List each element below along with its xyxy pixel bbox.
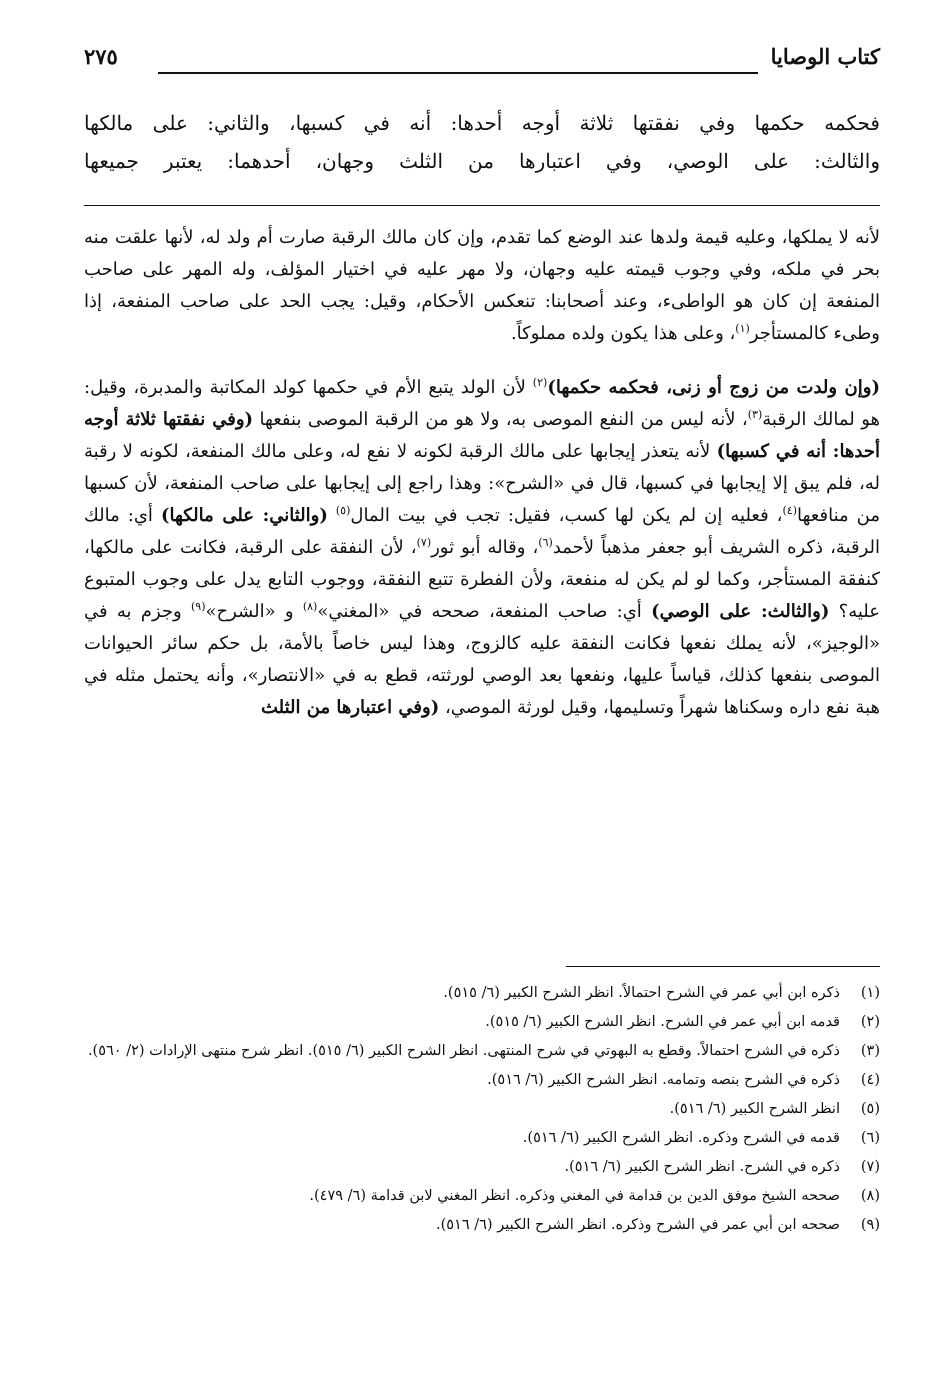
footnote-number: (٣): [860, 1043, 880, 1059]
footnote-ref: (٤): [782, 504, 798, 517]
page-number: ٢٧٥: [84, 44, 118, 69]
matn-quote: (والثالث: على الوصي): [651, 601, 830, 622]
running-header: [84, 44, 880, 82]
footnote-text: صححه الشيخ موفق الدين بن قدامة في المغني وذكره. انظر المغني لابن قدامة (٦/ ٤٧٩).: [309, 1188, 840, 1204]
footnote-number: (٤): [860, 1072, 880, 1088]
footnote-text: ذكره ابن أبي عمر في الشرح احتمالاً. انظر الشرح الكبير (٦/ ٥١٥).: [443, 985, 840, 1001]
footnote-number: (٧): [860, 1159, 880, 1175]
footnote-ref: (٣): [747, 408, 763, 421]
footnote-ref: (٨): [302, 600, 318, 613]
footnote: [70, 1096, 880, 1123]
footnote-ref: (٧): [416, 536, 432, 549]
footnote-divider: [566, 966, 880, 967]
commentary-body: [84, 222, 880, 724]
footnote: [70, 1154, 880, 1181]
footnote-text: قدمه ابن أبي عمر في الشرح. انظر الشرح الكبير (٦/ ٥١٥).: [485, 1014, 840, 1030]
matn-divider: [84, 205, 880, 206]
footnote-ref: (٦): [538, 536, 553, 549]
footnote: [70, 1038, 880, 1065]
footnote-number: (١): [860, 985, 880, 1001]
footnote-text: ذكره في الشرح بنصه وتمامه. انظر الشرح الكبير (٦/ ٥١٦).: [487, 1072, 840, 1088]
footnote: [70, 980, 880, 1007]
matn-text: [84, 104, 880, 180]
matn-line: والثالث: على الوصي، وفي اعتبارها من الثلث وجهان، أحدهما: يعتبر جميعها: [84, 149, 880, 173]
footnote-number: (٢): [860, 1014, 880, 1030]
footnote-text: انظر الشرح الكبير (٦/ ٥١٦).: [669, 1101, 840, 1117]
footnote-text: ذكره في الشرح. انظر الشرح الكبير (٦/ ٥١٦).: [564, 1159, 840, 1175]
chapter-title: كتاب الوصايا: [770, 44, 880, 69]
matn-line: فحكمه حكمها وفي نفقتها ثلاثة أوجه أحدها: أنه في كسبها، والثاني: على مالكها: [84, 111, 880, 135]
footnotes-section: [70, 980, 880, 1241]
matn-quote: (وفي اعتبارها من الثلث: [260, 697, 440, 718]
footnote-number: (٩): [860, 1217, 880, 1233]
footnote-ref: (٢): [532, 376, 548, 389]
footnote-text: صححه ابن أبي عمر في الشرح وذكره. انظر الشرح الكبير (٦/ ٥١٦).: [435, 1217, 840, 1233]
footnote: [70, 1183, 880, 1210]
footnote-text: ذكره في الشرح احتمالاً. وقطع به البهوتي في شرح المنتهى. انظر الشرح الكبير (٦/ ٥١٥). انظر شرح منتهى الإرادات (٢/ ٥٦٠).: [87, 1043, 840, 1059]
footnote: [70, 1009, 880, 1036]
header-rule: [158, 72, 758, 74]
footnote-text: قدمه في الشرح وذكره. انظر الشرح الكبير (٦/ ٥١٦).: [522, 1130, 840, 1146]
footnote-ref: (١): [735, 322, 750, 335]
footnote-ref: (٩): [190, 600, 206, 613]
paragraph: لأنه لا يملكها، وعليه قيمة ولدها عند الوضع كما تقدم، وإن كان مالك الرقبة صارت أم ولد له، لأنها علقت منه بحر في ملكه، وفي وجوب قيمته عليه وجهان، ولا مهر عليه في اختيار المؤلف، وله المهر على صاحب المنفعة إن كان هو الواطىء، وعند أصحابنا: تنعكس الأحكام، وقيل: يجب الحد على صاحب المنفعة، إذا وطىء كالمستأجر$^{(١)}$، وعلى هذا يكون ولده مملوكاً.: [84, 227, 880, 344]
paragraph: (وإن ولدت من زوج أو زنى، فحكمه حكمها)$^{(٢)}$ لأن الولد يتبع الأم في حكمها كولد المكاتبة والمدبرة، وقيل: هو لمالك الرقبة$^{(٣)}$، لأنه ليس من النفع الموصى به، ولا هو من الرقبة الموصى بنفعها (وفي نفقتها ثلاثة أوجه أحدها: أنه في كسبها) لأنه يتعذر إيجابها على مالك الرقبة لكونه لا نفع له، وعلى مالك المنفعة، لكونه لا رقبة له، فلم يبق إلا إيجابها في كسبها، قال في «الشرح»: وهذا راجع إلى إيجابها على صاحب المنفعة، لأن كسبها من منافعها$^{(٤)}$، فعليه إن لم يكن لها كسب، فقيل: تجب في بيت المال$^{(٥)}$ (والثاني: على مالكها) أي: مالك الرقبة، ذكره الشريف أبو جعفر مذهباً لأحمد$^{(٦)}$، وقاله أبو ثور$^{(٧)}$، لأن النفقة على الرقبة، فكانت على مالكها، كنفقة المستأجر، وكما لو لم يكن له منفعة، ولأن الفطرة تتبع النفقة، ووجوب التابع يدل على وجوب المتبوع عليه؟ (والثالث: على الوصي) أي: صاحب المنفعة، صححه في «المغني»$^{(٨)}$ و «الشرح»$^{(٩)}$ وجزم به في «الوجيز»، لأنه يملك نفعها فكانت النفقة عليه كالزوج، وهذا ليس خاصاً بالأمة، بل حكم سائر الحيوانات الموصى بنفعها كذلك، قياساً عليها، ونفعها بعد الوصي لورثته، قطع به في «الانتصار»، وأنه يحتمل مثله في هبة نفع داره وسكناها شهراً وتسليمها، وقيل لورثة الموصي، (وفي اعتبارها من الثلث: [84, 376, 881, 718]
footnote-number: (٨): [860, 1188, 880, 1204]
matn-quote: (والثاني: على مالكها): [160, 505, 328, 526]
footnote: [70, 1067, 880, 1094]
footnote-number: (٦): [860, 1130, 880, 1146]
matn-quote: (وفي نفقتها ثلاثة أوجه أحدها: أنه في كسبها): [84, 409, 880, 462]
footnote-ref: (٥): [335, 504, 351, 517]
matn-quote: (وإن ولدت من زوج أو زنى، فحكمه حكمها): [547, 377, 880, 398]
footnote-number: (٥): [860, 1101, 880, 1117]
footnote: [70, 1212, 880, 1239]
paragraph-gap: [84, 350, 880, 372]
footnote: [70, 1125, 880, 1152]
